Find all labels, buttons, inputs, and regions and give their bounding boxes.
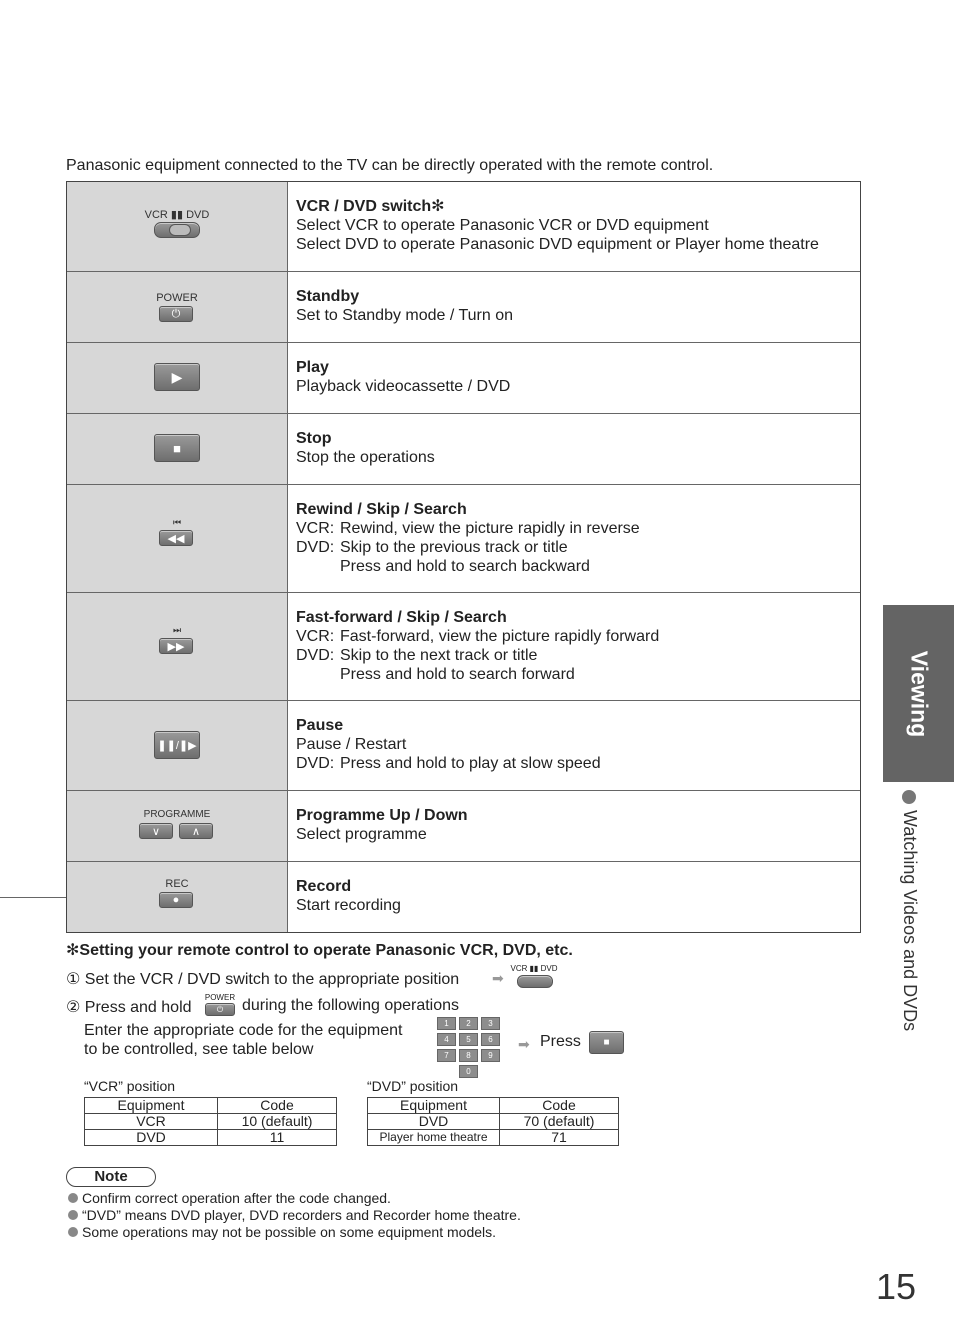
row-line: DVD: Skip to the previous track or title (296, 539, 568, 556)
bullet-icon (68, 1227, 78, 1237)
desc-cell (288, 862, 860, 932)
row-line: DVD: Press and hold to play at slow speed (296, 755, 601, 772)
desc-cell (288, 485, 860, 592)
icon-cell (67, 593, 288, 700)
dvd-code-table (367, 1097, 619, 1146)
divider (0, 897, 66, 898)
desc-cell (288, 182, 860, 271)
table-row (67, 182, 860, 272)
row-line: Select DVD to operate Panasonic DVD equipment or Player home theatre (296, 236, 819, 253)
chevron-down-icon: ∨ (139, 823, 173, 839)
step-2-end: during the following operations (242, 997, 460, 1014)
table-row (85, 1114, 337, 1130)
table-row (67, 701, 860, 791)
row-title: VCR / DVD switch✻ (296, 198, 445, 215)
table-cell: VCR (85, 1114, 218, 1130)
power-small-caption: POWER (204, 993, 236, 1002)
stop-icon: ■ (154, 434, 200, 462)
row-line: Press and hold to search forward (340, 666, 575, 683)
vcr-table-caption: “VCR” position (84, 1078, 176, 1094)
skip-forward-icon: ⏭ (172, 625, 182, 635)
icon-cell (67, 272, 288, 342)
power-icon: ⏻ (205, 1003, 235, 1016)
row-line: Select VCR to operate Panasonic VCR or DVD equipment (296, 217, 709, 234)
icon-cell (67, 485, 288, 592)
dvd-table-caption: “DVD” position (367, 1078, 459, 1094)
icon-cell (67, 791, 288, 861)
desc-cell (288, 343, 860, 413)
icon-cell (67, 182, 288, 271)
page-number: 15 (876, 1266, 917, 1307)
table-row (67, 272, 860, 343)
vcr-code-table (84, 1097, 337, 1146)
table-cell: 70 (default) (500, 1114, 619, 1130)
keypad-key-1: 1 (437, 1017, 456, 1030)
desc-cell (288, 272, 860, 342)
table-row (67, 485, 860, 593)
table-cell: 10 (default) (218, 1114, 337, 1130)
setting-title: ✻Setting your remote control to operate Panasonic VCR, DVD, etc. (66, 942, 573, 959)
row-line: Set to Standby mode / Turn on (296, 307, 514, 324)
desc-cell (288, 701, 860, 790)
step-2-line1: Enter the appropriate code for the equipment (84, 1022, 403, 1039)
vcr-dvd-switch-icon (517, 975, 553, 988)
arrow-icon: ➡ (518, 1036, 530, 1052)
desc-cell (288, 791, 860, 861)
row-title: Record (296, 878, 352, 895)
row-title: Fast-forward / Skip / Search (296, 609, 507, 626)
vcr-dvd-small-caption: VCR ▮▮ DVD (510, 964, 558, 973)
table-cell: DVD (85, 1130, 218, 1146)
section-subtitle (888, 790, 932, 1070)
remote-functions-table (66, 181, 861, 933)
row-line: Stop the operations (296, 449, 435, 466)
row-title: Rewind / Skip / Search (296, 501, 467, 518)
step-2-start: ② Press and hold (66, 999, 192, 1016)
row-title: Stop (296, 430, 332, 447)
table-header-row (85, 1098, 337, 1114)
step-1: ① Set the VCR / DVD switch to the appropriate position (66, 971, 460, 988)
header-cell: Code (218, 1098, 337, 1114)
icon-cell (67, 701, 288, 790)
bullet-icon (903, 790, 917, 804)
table-row (67, 414, 860, 485)
row-line: VCR: Fast-forward, view the picture rapidly forward (296, 628, 660, 645)
row-line: DVD: Skip to the next track or title (296, 647, 538, 664)
table-row (368, 1130, 619, 1146)
section-subtitle-label: Watching Videos and DVDs (900, 810, 920, 1032)
header-cell: Equipment (368, 1098, 500, 1114)
keypad-key-7: 7 (437, 1049, 456, 1062)
note-item: “DVD” means DVD player, DVD recorders and Recorder home theatre. (68, 1207, 521, 1223)
row-line: Start recording (296, 897, 401, 914)
arrow-icon: ➡ (492, 970, 504, 986)
keypad-key-9: 9 (481, 1049, 500, 1062)
power-caption: POWER (156, 292, 198, 304)
row-line: Press and hold to search backward (340, 558, 590, 575)
stop-icon: ■ (589, 1031, 624, 1054)
bullet-icon (68, 1210, 78, 1220)
record-icon: ● (159, 892, 193, 908)
keypad-key-8: 8 (459, 1049, 478, 1062)
play-icon: ▶ (154, 363, 200, 391)
keypad-key-0: 0 (459, 1065, 478, 1078)
row-title: Pause (296, 717, 344, 734)
step-2-line2: to be controlled, see table below (84, 1041, 314, 1058)
section-tab (883, 605, 954, 782)
header-cell: Code (500, 1098, 619, 1114)
table-cell: Player home theatre (368, 1130, 500, 1146)
table-cell: DVD (368, 1114, 500, 1130)
header-cell: Equipment (85, 1098, 218, 1114)
keypad-key-6: 6 (481, 1033, 500, 1046)
desc-cell (288, 414, 860, 484)
row-line: Playback videocassette / DVD (296, 378, 511, 395)
icon-cell (67, 862, 288, 932)
row-line: Select programme (296, 826, 427, 843)
rewind-icon: ◀◀ (159, 530, 193, 546)
table-row (368, 1114, 619, 1130)
note-item: Confirm correct operation after the code changed. (68, 1190, 391, 1206)
press-label: Press (540, 1033, 581, 1050)
desc-cell (288, 593, 860, 700)
rec-caption: REC (165, 878, 189, 890)
table-row (67, 791, 860, 862)
power-icon: ⏻ (159, 306, 193, 322)
section-tab-label: Viewing (906, 650, 932, 737)
bullet-icon (68, 1193, 78, 1203)
keypad-key-5: 5 (459, 1033, 478, 1046)
vcr-dvd-caption: VCR ▮▮ DVD (144, 209, 210, 221)
icon-cell (67, 414, 288, 484)
note-item: Some operations may not be possible on some equipment models. (68, 1224, 496, 1240)
row-title: Standby (296, 288, 360, 305)
table-cell: 71 (500, 1130, 619, 1146)
table-header-row (368, 1098, 619, 1114)
icon-cell (67, 343, 288, 413)
chevron-up-icon: ∧ (179, 823, 213, 839)
row-line: Pause / Restart (296, 736, 407, 753)
skip-back-icon: ⏮ (172, 517, 182, 527)
note-label: Note (66, 1167, 156, 1187)
table-row (67, 862, 860, 932)
row-line: VCR: Rewind, view the picture rapidly in reverse (296, 520, 640, 537)
row-title: Play (296, 359, 329, 376)
keypad-key-3: 3 (481, 1017, 500, 1030)
fast-forward-icon: ▶▶ (159, 638, 193, 654)
keypad-key-2: 2 (459, 1017, 478, 1030)
table-cell: 11 (218, 1130, 337, 1146)
keypad-key-4: 4 (437, 1033, 456, 1046)
programme-caption: PROGRAMME (143, 809, 211, 820)
row-title: Programme Up / Down (296, 807, 468, 824)
vcr-dvd-switch-icon (154, 222, 200, 238)
table-row (67, 343, 860, 414)
table-row (67, 593, 860, 701)
intro-text: Panasonic equipment connected to the TV can be directly operated with the remote control. (66, 157, 714, 174)
table-row (85, 1130, 337, 1146)
pause-icon: ❚❚/❚▶ (154, 731, 200, 759)
